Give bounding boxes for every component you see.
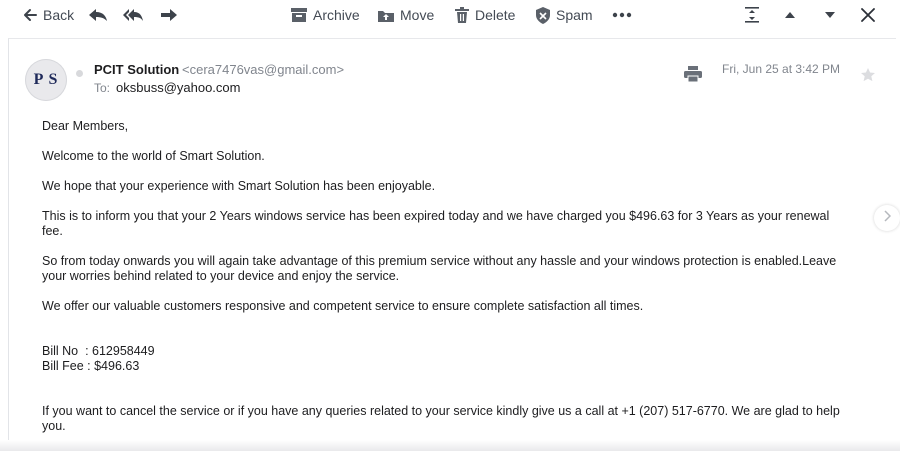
delete-button[interactable] [454,0,515,30]
reply-all-button[interactable] [122,0,144,30]
chevron-up-icon [784,11,796,19]
back-label: Back [43,7,75,23]
arrow-left-icon [22,7,38,23]
star-icon[interactable] [860,67,876,88]
reply-icon [88,7,108,23]
status-dot [76,70,83,77]
greeting-paragraph: Dear Members, [42,119,129,133]
delete-label: Delete [475,7,516,23]
next-message-arrow[interactable] [874,205,900,231]
next-message-button[interactable] [824,0,836,30]
archive-button[interactable] [290,0,360,30]
forward-icon [160,7,178,23]
spam-label: Spam [556,7,593,23]
welcome-paragraph: Welcome to the world of Smart Solution. [42,149,265,163]
print-icon[interactable] [684,66,702,87]
move-label: Move [400,7,435,23]
more-icon [612,12,632,18]
shield-icon [535,7,551,24]
trash-icon [454,7,470,24]
message-panel [8,38,896,451]
message-date: Fri, Jun 25 at 3:42 PM [722,62,841,76]
forward-button[interactable] [160,0,178,30]
more-button[interactable] [612,0,632,30]
move-button[interactable] [377,0,434,30]
chevron-right-icon [883,209,891,227]
bill-number: Bill No : 612958449 [42,344,155,358]
bottom-edge [0,440,900,451]
spam-button[interactable] [535,0,593,30]
service-paragraph: So from today onwards you will again take advantage of this premium service without any hassle and your windows protection is enabled.Leave your worries behind related to your device and enjoy the service. [42,254,837,283]
sender-name[interactable]: PCIT Solution [94,62,180,77]
back-button[interactable] [22,0,74,30]
chevron-down-icon [824,11,836,19]
close-button[interactable] [861,0,875,30]
expand-icon [744,6,760,24]
close-icon [861,8,875,22]
to-label: To: [94,81,111,95]
satisfaction-paragraph: We offer our valuable customers responsive and competent service to ensure complete satisfaction all times. [42,299,644,313]
archive-label: Archive [313,7,360,23]
cancel-paragraph: If you want to cancel the service or if you have any queries related to your service kindly give us a call at +1 (207) 517-6770. We are glad to help you. [42,404,840,433]
bill-fee: Bill Fee : $496.63 [42,359,140,373]
recipient-address[interactable]: oksbuss@yahoo.com [116,80,241,95]
experience-paragraph: We hope that your experience with Smart Solution has been enjoyable. [42,179,436,193]
reply-all-icon [122,7,144,23]
previous-message-button[interactable] [784,0,796,30]
charge-paragraph: This is to inform you that your 2 Years windows service has been expired today and we have charged you $496.63 for 3 Years as your renewal fee. [42,209,830,238]
sender-email[interactable]: <cera7476vas@gmail.com> [182,62,345,77]
archive-icon [290,7,308,23]
reply-button[interactable] [88,0,108,30]
message-toolbar [0,0,900,34]
sender-avatar: P S [25,59,67,101]
expand-button[interactable] [744,0,760,30]
move-icon [377,7,395,23]
